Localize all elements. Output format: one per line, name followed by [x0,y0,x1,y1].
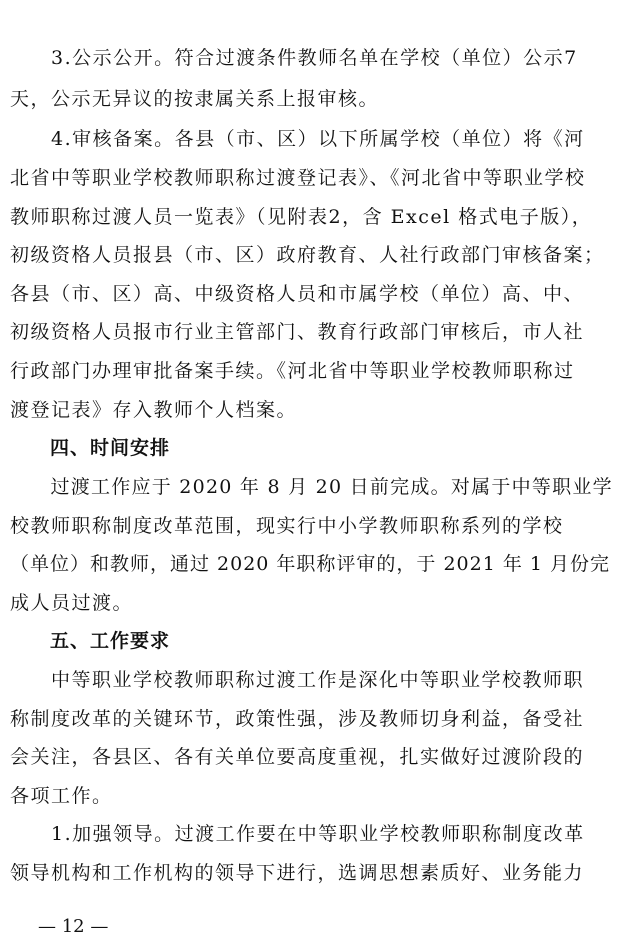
paragraph-line: 3.公示公开。符合过渡条件教师名单在学校（单位）公示7 [10,47,578,69]
paragraph-line: 称制度改革的关键环节，政策性强，涉及教师切身利益，备受社 [10,708,585,730]
paragraph-line: 各项工作。 [10,785,113,807]
paragraph-line: 成人员过渡。 [10,592,134,614]
paragraph-line: 初级资格人员报市行业主管部门、教育行政部门审核后，市人社 [10,321,585,343]
paragraph-line: 北省中等职业学校教师职称过渡登记表》、《河北省中等职业学校 [10,167,586,189]
paragraph-line: 1.加强领导。过渡工作要在中等职业学校教师职称制度改革 [10,823,585,845]
paragraph-line: 校教师职称制度改革范围，现实行中小学教师职称系列的学校 [10,515,564,537]
paragraph-line: 各县（市、区）高、中级资格人员和市属学校（单位）高、中、 [10,283,585,305]
section-heading: 五、工作要求 [10,630,171,652]
paragraph-line: 4.审核备案。各县（市、区）以下所属学校（单位）将《河 [10,128,585,150]
paragraph-line: 天，公示无异议的按隶属关系上报审核。 [10,88,380,110]
page-number: — 12 — [38,916,109,937]
paragraph-line: 会关注，各县区、各有关单位要高度重视，扎实做好过渡阶段的 [10,746,585,768]
paragraph-line: （单位）和教师，通过 2020 年职称评审的，于 2021 年 1 月份完 [10,553,611,575]
paragraph-line: 中等职业学校教师职称过渡工作是深化中等职业学校教师职 [10,669,585,691]
paragraph-line: 初级资格人员报县（市、区）政府教育、人社行政部门审核备案； [10,244,605,266]
paragraph-line: 教师职称过渡人员一览表》（见附表2，含 Excel 格式电子版）， [10,206,593,228]
section-heading: 四、时间安排 [10,437,171,459]
paragraph-line: 行政部门办理审批备案手续。《河北省中等职业学校教师职称过 [10,360,575,382]
paragraph-line: 过渡工作应于 2020 年 8 月 20 日前完成。对属于中等职业学 [10,476,613,498]
paragraph-line: 领导机构和工作机构的领导下进行，选调思想素质好、业务能力 [10,862,585,884]
paragraph-line: 渡登记表》存入教师个人档案。 [10,399,298,421]
